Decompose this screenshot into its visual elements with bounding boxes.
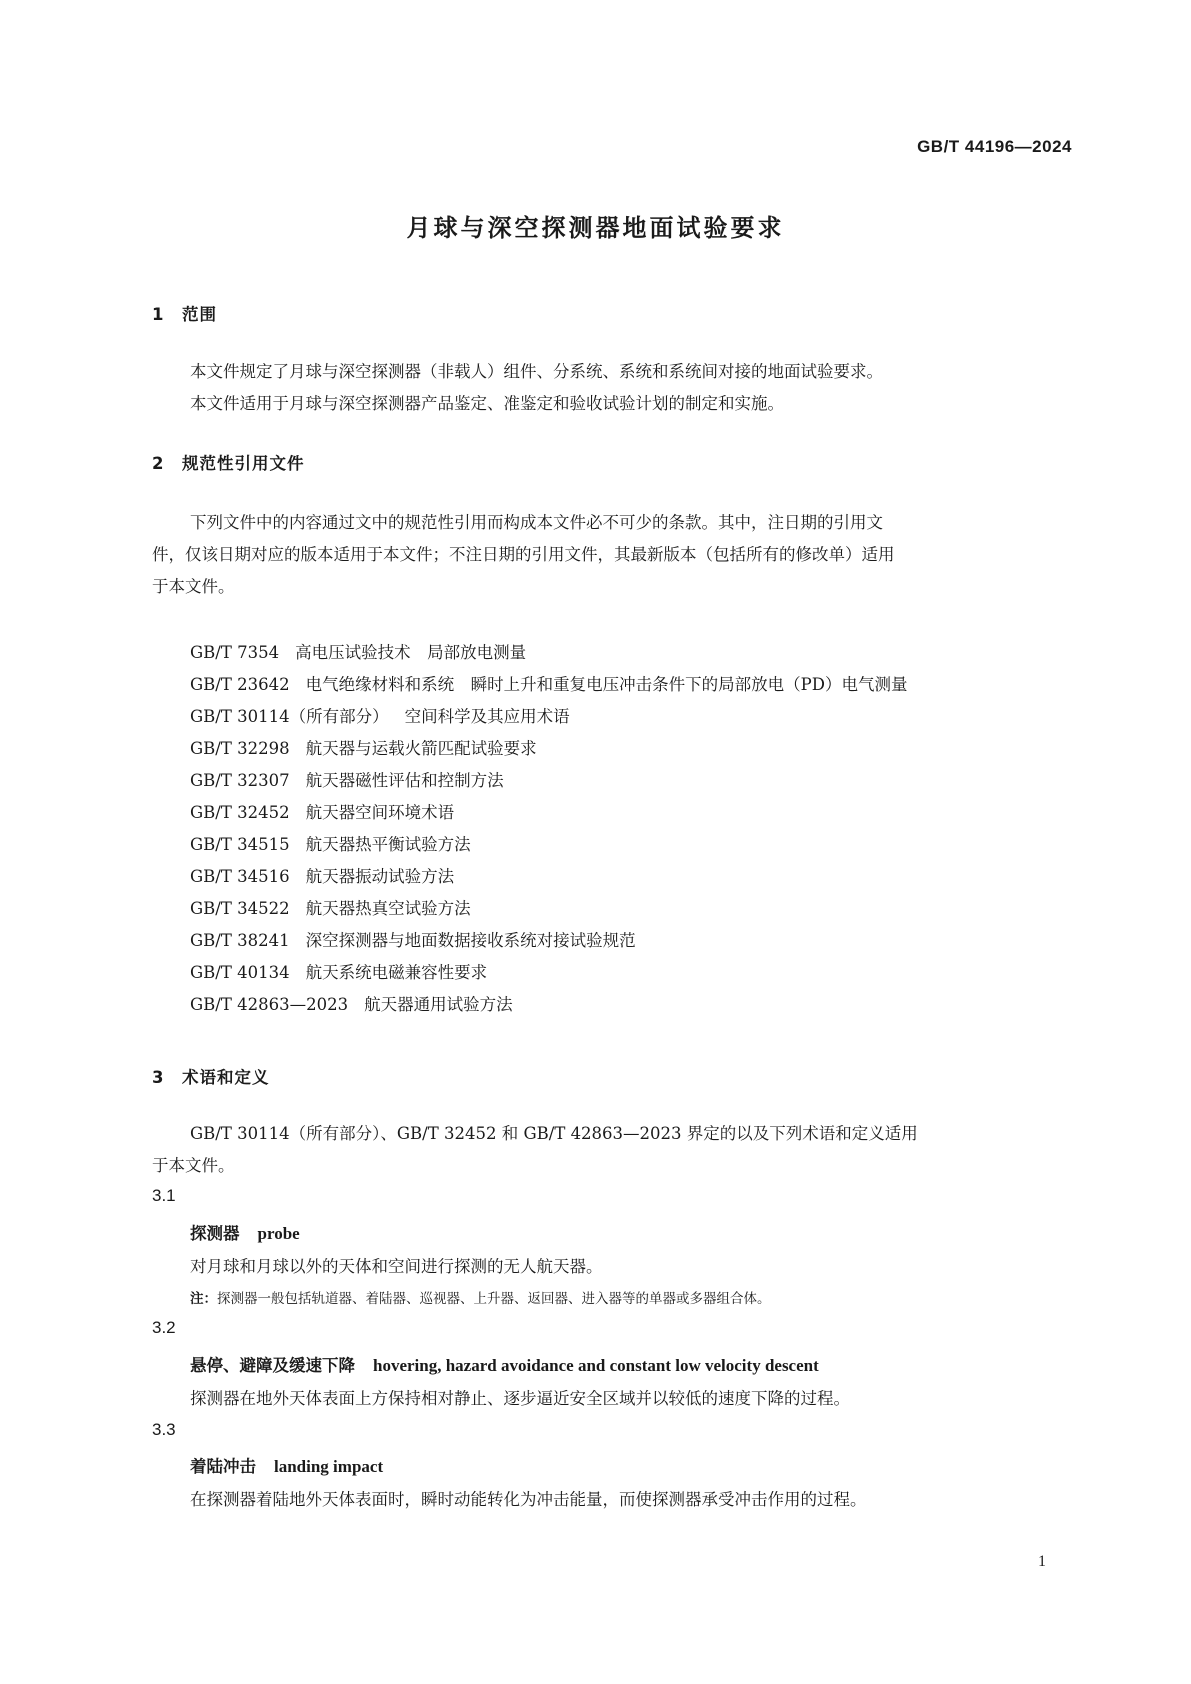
reference-code: GB/T 32452 <box>190 803 290 822</box>
scope-paragraph-1: 本文件规定了月球与深空探测器（非载人）组件、分系统、系统和系统间对接的地面试验要求。 <box>190 362 883 381</box>
term-en: hovering, hazard avoidance and constant low velocity descent <box>373 1356 819 1375</box>
term-en: probe <box>257 1224 300 1243</box>
term-note <box>190 1287 771 1307</box>
term-number: 3.3 <box>152 1420 176 1439</box>
reference-item <box>190 861 907 893</box>
term-number: 3.1 <box>152 1186 176 1205</box>
reference-code: GB/T 7354 <box>190 643 280 662</box>
term-zh: 悬停、避障及缓速下降 <box>190 1356 355 1375</box>
page-number: 1 <box>1038 1553 1046 1570</box>
reference-code: GB/T 34515 <box>190 835 290 854</box>
reference-code: GB/T 42863—2023 <box>190 995 349 1014</box>
section-number: 3 <box>152 1068 165 1087</box>
reference-title: 航天器振动试验方法 <box>305 867 455 886</box>
reference-item <box>190 957 907 989</box>
reference-code: GB/T 34516 <box>190 867 290 886</box>
note-text: 探测器一般包括轨道器、着陆器、巡视器、上升器、返回器、进入器等的单器或多器组合体。 <box>217 1291 771 1307</box>
document-title: 月球与深空探测器地面试验要求 <box>406 214 785 242</box>
reference-list <box>190 637 907 1021</box>
reference-item <box>190 765 907 797</box>
reference-item <box>190 797 907 829</box>
reference-title: 航天器热真空试验方法 <box>305 899 471 918</box>
term-entry <box>190 1352 819 1376</box>
reference-title: 空间科学及其应用术语 <box>404 707 570 726</box>
standard-code: GB/T 44196—2024 <box>917 137 1072 156</box>
reference-item <box>190 925 907 957</box>
term-zh: 探测器 <box>190 1224 240 1243</box>
section-number: 2 <box>152 454 165 473</box>
reference-title: 航天器磁性评估和控制方法 <box>305 771 504 790</box>
reference-code: GB/T 30114（所有部分） <box>190 707 389 726</box>
reference-code: GB/T 23642 <box>190 675 290 694</box>
term-zh: 着陆冲击 <box>190 1457 256 1476</box>
reference-code: GB/T 32307 <box>190 771 290 790</box>
section-heading-terms <box>152 1064 270 1088</box>
term-definition: 在探测器着陆地外天体表面时，瞬时动能转化为冲击能量，而使探测器承受冲击作用的过程。 <box>190 1490 867 1509</box>
reference-item <box>190 893 907 925</box>
reference-code: GB/T 40134 <box>190 963 290 982</box>
reference-item <box>190 701 907 733</box>
intro-line: 件，仅该日期对应的版本适用于本文件；不注日期的引用文件，其最新版本（包括所有的修改单）适用 <box>152 545 895 564</box>
reference-title: 深空探测器与地面数据接收系统对接试验规范 <box>305 931 636 950</box>
intro-line: GB/T 30114（所有部分）、GB/T 32452 和 GB/T 42863—2023 界定的以及下列术语和定义适用 <box>190 1124 918 1143</box>
section-heading-scope <box>152 301 217 325</box>
reference-title: 航天器空间环境术语 <box>305 803 455 822</box>
normative-refs-intro <box>152 507 1072 603</box>
section-title: 术语和定义 <box>182 1068 270 1087</box>
reference-item <box>190 637 907 669</box>
reference-title: 电气绝缘材料和系统 瞬时上升和重复电压冲击条件下的局部放电（PD）电气测量 <box>305 675 908 694</box>
section-heading-normative-refs <box>152 450 305 474</box>
term-definition: 探测器在地外天体表面上方保持相对静止、逐步逼近安全区域并以较低的速度下降的过程。 <box>190 1389 850 1408</box>
reference-title: 航天器与运载火箭匹配试验要求 <box>305 739 537 758</box>
section-number: 1 <box>152 305 165 324</box>
reference-code: GB/T 32298 <box>190 739 290 758</box>
reference-code: GB/T 38241 <box>190 931 290 950</box>
term-number: 3.2 <box>152 1318 176 1337</box>
intro-line: 下列文件中的内容通过文中的规范性引用而构成本文件必不可少的条款。其中，注日期的引用文 <box>190 513 883 532</box>
reference-item <box>190 829 907 861</box>
reference-code: GB/T 34522 <box>190 899 290 918</box>
reference-title: 航天器热平衡试验方法 <box>305 835 471 854</box>
term-en: landing impact <box>274 1457 384 1476</box>
note-label: 注： <box>190 1291 217 1307</box>
section-title: 规范性引用文件 <box>182 454 305 473</box>
intro-line: 于本文件。 <box>152 1156 235 1175</box>
term-entry <box>190 1453 383 1477</box>
intro-line: 于本文件。 <box>152 577 235 596</box>
reference-title: 航天系统电磁兼容性要求 <box>305 963 488 982</box>
section-title: 范围 <box>182 305 217 324</box>
term-definition: 对月球和月球以外的天体和空间进行探测的无人航天器。 <box>190 1257 603 1276</box>
term-entry <box>190 1220 300 1244</box>
reference-item <box>190 669 907 701</box>
reference-title: 高电压试验技术 局部放电测量 <box>295 643 527 662</box>
reference-title: 航天器通用试验方法 <box>364 995 513 1014</box>
reference-item <box>190 989 907 1021</box>
scope-paragraph-2: 本文件适用于月球与深空探测器产品鉴定、准鉴定和验收试验计划的制定和实施。 <box>190 394 784 413</box>
reference-item <box>190 733 907 765</box>
terms-intro <box>152 1118 1072 1182</box>
